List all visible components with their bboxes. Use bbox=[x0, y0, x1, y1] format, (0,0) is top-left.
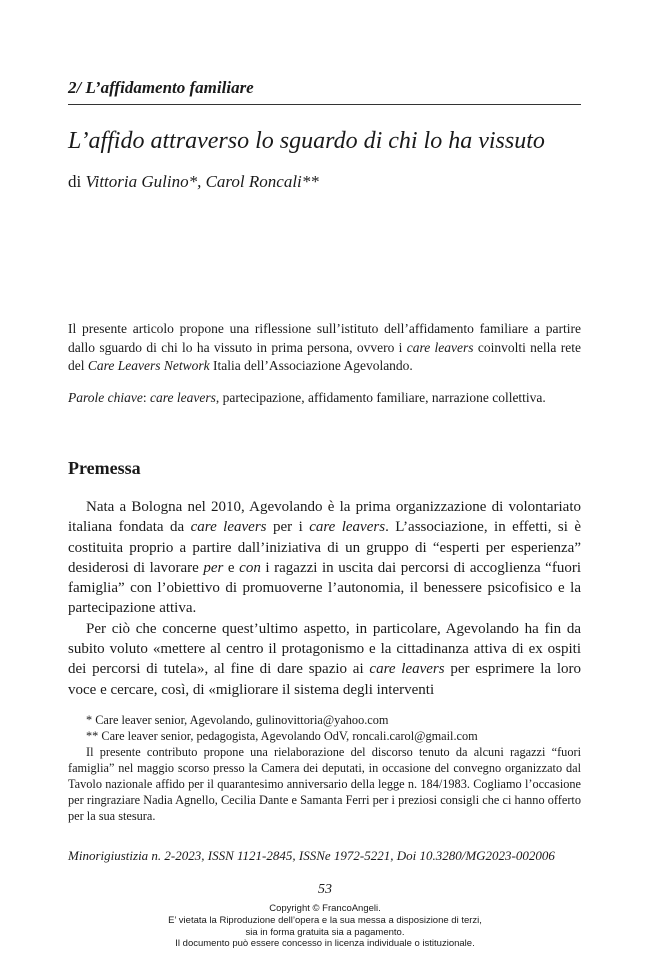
byline-prefix: di bbox=[68, 172, 86, 191]
footnote: * Care leaver senior, Agevolando, gulinovittoria@yahoo.com bbox=[86, 713, 389, 727]
abstract-term: Care Leavers Network bbox=[87, 358, 210, 373]
copyright-line: Copyright © FrancoAngeli. bbox=[269, 903, 381, 914]
text-run: . L’associazione, in effetti, si è costituita proprio a partire dall’iniziativa di un gruppo di “esperti per esperienza” desiderosi di lavorare bbox=[68, 519, 582, 576]
abstract-text: Italia dell’Associazione Agevolando. bbox=[209, 358, 413, 373]
abstract-term: care leavers bbox=[406, 339, 474, 355]
byline bbox=[68, 172, 319, 192]
keywords-sep: : bbox=[142, 390, 150, 405]
paragraph bbox=[68, 497, 581, 619]
copyright-line: E’ vietata la Riproduzione dell’opera e la sua messa a disposizione di terzi, bbox=[168, 914, 482, 926]
text-run: per i bbox=[266, 519, 310, 536]
text-run: Per ciò che concerne quest’ultimo aspetto, in particolare, Agevolando ha fin da subito voluto «mettere al centro il protagonismo e la cittadinanza attiva di ex ospiti dei percorsi di tutela», al fine di dare spazio ai bbox=[68, 620, 581, 678]
article-title: L’affido attraverso lo sguardo di chi lo ha vissuto bbox=[68, 128, 545, 154]
page-number: 53 bbox=[318, 882, 332, 897]
footnotes bbox=[68, 712, 581, 824]
text-run: Nata a Bologna nel 2010, Agevolando è la prima organizzazione di volontariato italiana fondata da bbox=[68, 499, 581, 536]
abstract-text: coinvolti nella rete del bbox=[68, 339, 581, 373]
text-run-italic: care leavers bbox=[309, 519, 386, 536]
footnote: ** Care leaver senior, pedagogista, Agevolando OdV, roncali.carol@gmail.com bbox=[86, 729, 478, 743]
keyword-term: care leavers bbox=[149, 390, 216, 405]
keywords bbox=[68, 389, 581, 408]
section-header: 2/ L’affidamento familiare bbox=[68, 78, 254, 97]
text-run-italic: per bbox=[203, 559, 224, 576]
keywords-text: , partecipazione, affidamento familiare, narrazione collettiva. bbox=[215, 390, 546, 405]
footnote: Il presente contributo propone una rielaborazione del discorso tenuto da alcuni ragazzi “fuori famiglia” nel maggio scorso presso la Camera dei deputati, in occasione del convegno organizzato dal Tavolo nazionale affido per il quarantesimo anniversario della legge n. 184/1983. Cogliamo l’occasione per ringraziare Nadia Agnello, Cecilia Dante e Samanta Ferri per i preziosi consigli che ci hanno offerto per la sua stesura. bbox=[68, 745, 581, 823]
text-run: per esprimere la loro voce e cercare, così, di «migliorare il sistema degli interventi bbox=[68, 661, 582, 698]
journal-citation: Minorigiustizia n. 2-2023, ISSN 1121-2845, ISSNe 1972-5221, Doi 10.3280/MG2023-002006 bbox=[68, 848, 555, 863]
text-run-italic: care leavers bbox=[190, 519, 267, 536]
keywords-label: Parole chiave bbox=[68, 390, 143, 405]
header-rule bbox=[68, 104, 581, 105]
copyright-notice bbox=[0, 903, 650, 950]
byline-authors: Vittoria Gulino*, Carol Roncali** bbox=[85, 172, 319, 191]
abstract-text: Il presente articolo propone una riflessione sull’istituto dell’affidamento familiare a partire dallo sguardo di chi lo ha vissuto in prima persona, ovvero i bbox=[68, 321, 581, 355]
text-run-italic: con bbox=[239, 559, 261, 576]
text-run-italic: care leavers bbox=[369, 661, 445, 678]
abstract bbox=[68, 320, 581, 376]
body-text bbox=[68, 497, 581, 700]
text-run: i ragazzi in uscita dai percorsi di accoglienza “fuori famiglia” con l’obiettivo di promuoverne l’autonomia, il benessere psicofisico e la partecipazione attiva. bbox=[68, 559, 581, 617]
paragraph bbox=[68, 619, 581, 700]
copyright-line: sia in forma gratuita sia a pagamento. bbox=[245, 926, 405, 938]
text-run: e bbox=[223, 559, 240, 576]
copyright-line: Il documento può essere concesso in licenza individuale o istituzionale. bbox=[175, 938, 475, 950]
section-heading: Premessa bbox=[68, 458, 141, 478]
